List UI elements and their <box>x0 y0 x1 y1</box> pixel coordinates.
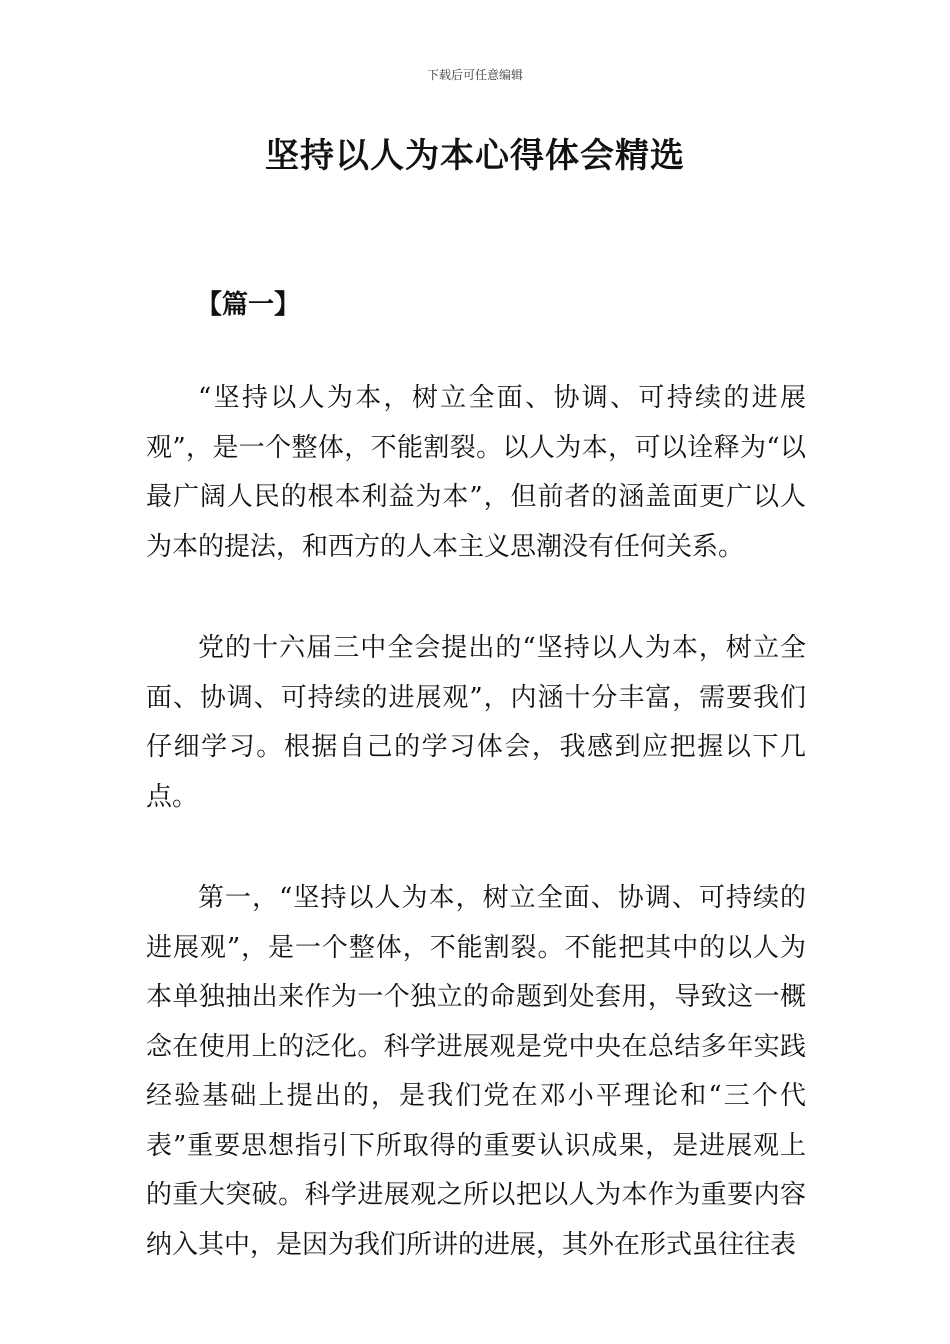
paragraph-3: 第一，“坚持以人为本，树立全面、协调、可持续的进展观”，是一个整体，不能割裂。不能把其中的以人为本单独抽出来作为一个独立的命题到处套用，导致这一概念在使用上的泛化。科学进展观是党中央在总结多年实践经验基础上提出的，是我们党在邓小平理论和“三个代表”重要思想指引下所取得的重要认识成果，是进展观上的重大突破。科学进展观之所以把以人为本作为重要内容纳入其中，是因为我们所讲的进展，其外在形式虽往往表 <box>146 883 806 1260</box>
document-title: 坚持以人为本心得体会精选 <box>265 136 685 176</box>
document-body <box>146 374 806 1322</box>
header-note: 下载后可任意编辑 <box>426 68 523 82</box>
paragraph-2: 党的十六届三中全会提出的“坚持以人为本，树立全面、协调、可持续的进展观”，内涵十分丰富，需要我们仔细学习。根据自己的学习体会，我感到应把握以下几点。 <box>146 633 806 812</box>
paragraph-1: “坚持以人为本，树立全面、协调、可持续的进展观”，是一个整体，不能割裂。以人为本，可以诠释为“以最广阔人民的根本利益为本”，但前者的涵盖面更广以人为本的提法，和西方的人本主义思潮没有任何关系。 <box>146 383 806 562</box>
section-label: 【篇一】 <box>196 290 301 320</box>
